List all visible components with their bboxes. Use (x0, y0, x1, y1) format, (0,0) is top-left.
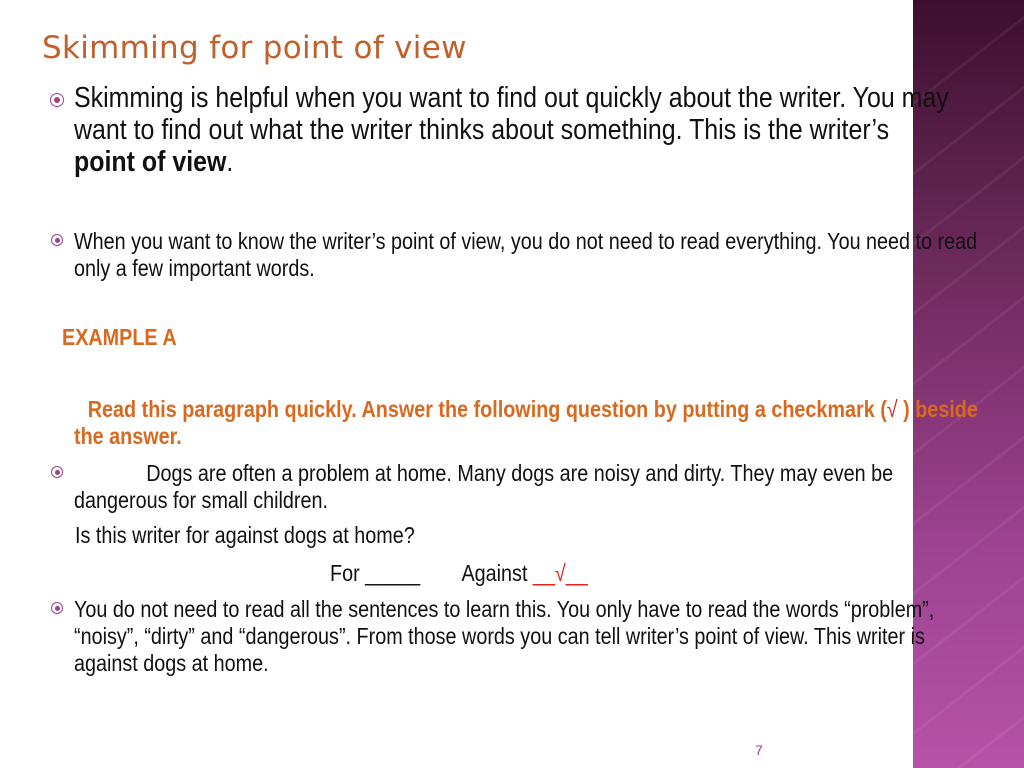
circled-dot-bullet-icon (51, 234, 63, 246)
against-checkmark-answer: __√__ (532, 560, 588, 586)
slide-title: Skimming for point of view (42, 30, 467, 66)
bullet-dogs-paragraph: Dogs are often a problem at home. Many dogs are noisy and dirty. They may even be dangerous for small children. (74, 460, 894, 513)
instruction-text-end: ) beside the answer. (74, 396, 978, 449)
option-for: For _____ (330, 560, 421, 586)
bullet-skimming-text: Skimming is helpful when you want to find out quickly about the writer. You may want to find out what the writer thinks about something. This is the writer’s (74, 82, 949, 146)
point-of-view-bold: point of view (74, 146, 227, 178)
example-instruction (74, 396, 986, 450)
circled-dot-bullet-icon (50, 93, 64, 107)
page-number: 7 (755, 742, 763, 758)
answer-options (330, 560, 588, 587)
example-heading: EXAMPLE A (62, 324, 177, 350)
circled-dot-bullet-icon (51, 602, 63, 614)
bullet-skimming-end: . (226, 146, 234, 178)
instruction-checkmark: √ (886, 396, 898, 422)
option-against: Against (461, 560, 533, 586)
circled-dot-bullet-icon (51, 466, 63, 478)
instruction-text: Read this paragraph quickly. Answer the following question by putting a checkmark ( (87, 396, 887, 422)
bullet-know-point-of-view: When you want to know the writer’s point of view, you do not need to read everything. You need to read only a few important words. (74, 228, 978, 281)
bullet-read-key-words: You do not need to read all the sentences to learn this. You only have to read the words “problem”, “noisy”, “dirty” and “dangerous”. From those words you can tell writer’s point of view. This writer is against dogs at home. (74, 596, 935, 676)
example-question: Is this writer for against dogs at home? (75, 522, 415, 548)
bullet-skimming-helpful (74, 82, 951, 178)
